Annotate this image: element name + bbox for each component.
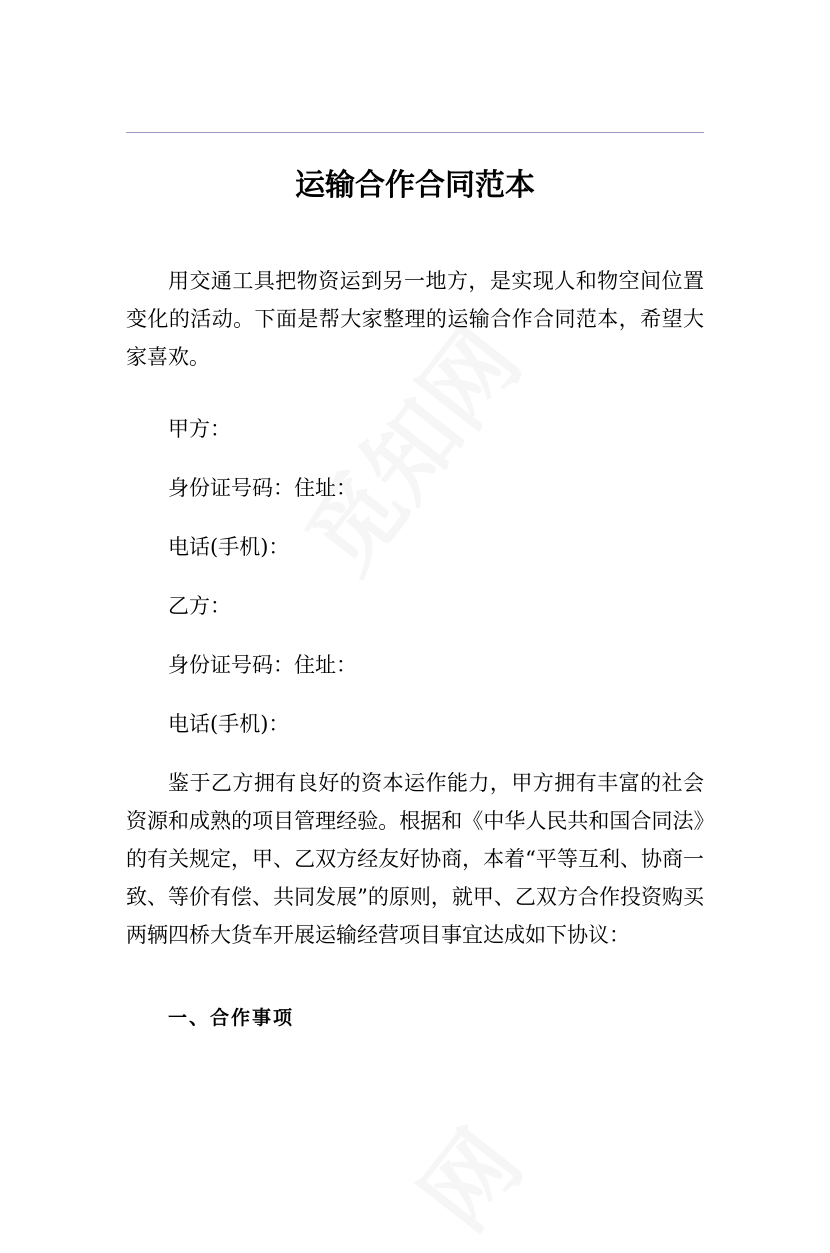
party-b-label: 乙方： (168, 594, 231, 618)
party-a-label: 甲方： (168, 417, 231, 441)
document-title: 运输合作合同范本 (295, 168, 535, 203)
header-rule (126, 132, 704, 133)
section-1-heading: 一、合作事项 (168, 1007, 295, 1029)
party-a-phone: 电话(手机)： (168, 535, 290, 559)
preamble-paragraph: 鉴于乙方拥有良好的资本运作能力，甲方拥有丰富的社会资源和成熟的项目管理经验。根据和《中华人民共和国合同法》的有关规定，甲、乙双方经友好协商，本着“平等互利、协商一致、等价有偿、共同发展”的原则，就甲、乙双方合作投资购买两辆四桥大货车开展运输经营项目事宜达成如下协议： (126, 771, 704, 947)
party-b-id-address: 身份证号码：住址： (168, 653, 357, 677)
intro-paragraph: 用交通工具把物资运到另一地方，是实现人和物空间位置变化的活动。下面是帮大家整理的运输合作合同范本，希望大家喜欢。 (126, 269, 704, 369)
watermark-bottom (386, 1099, 547, 1253)
party-b-phone: 电话(手机)： (168, 712, 290, 736)
party-a-id-address: 身份证号码：住址： (168, 476, 357, 500)
